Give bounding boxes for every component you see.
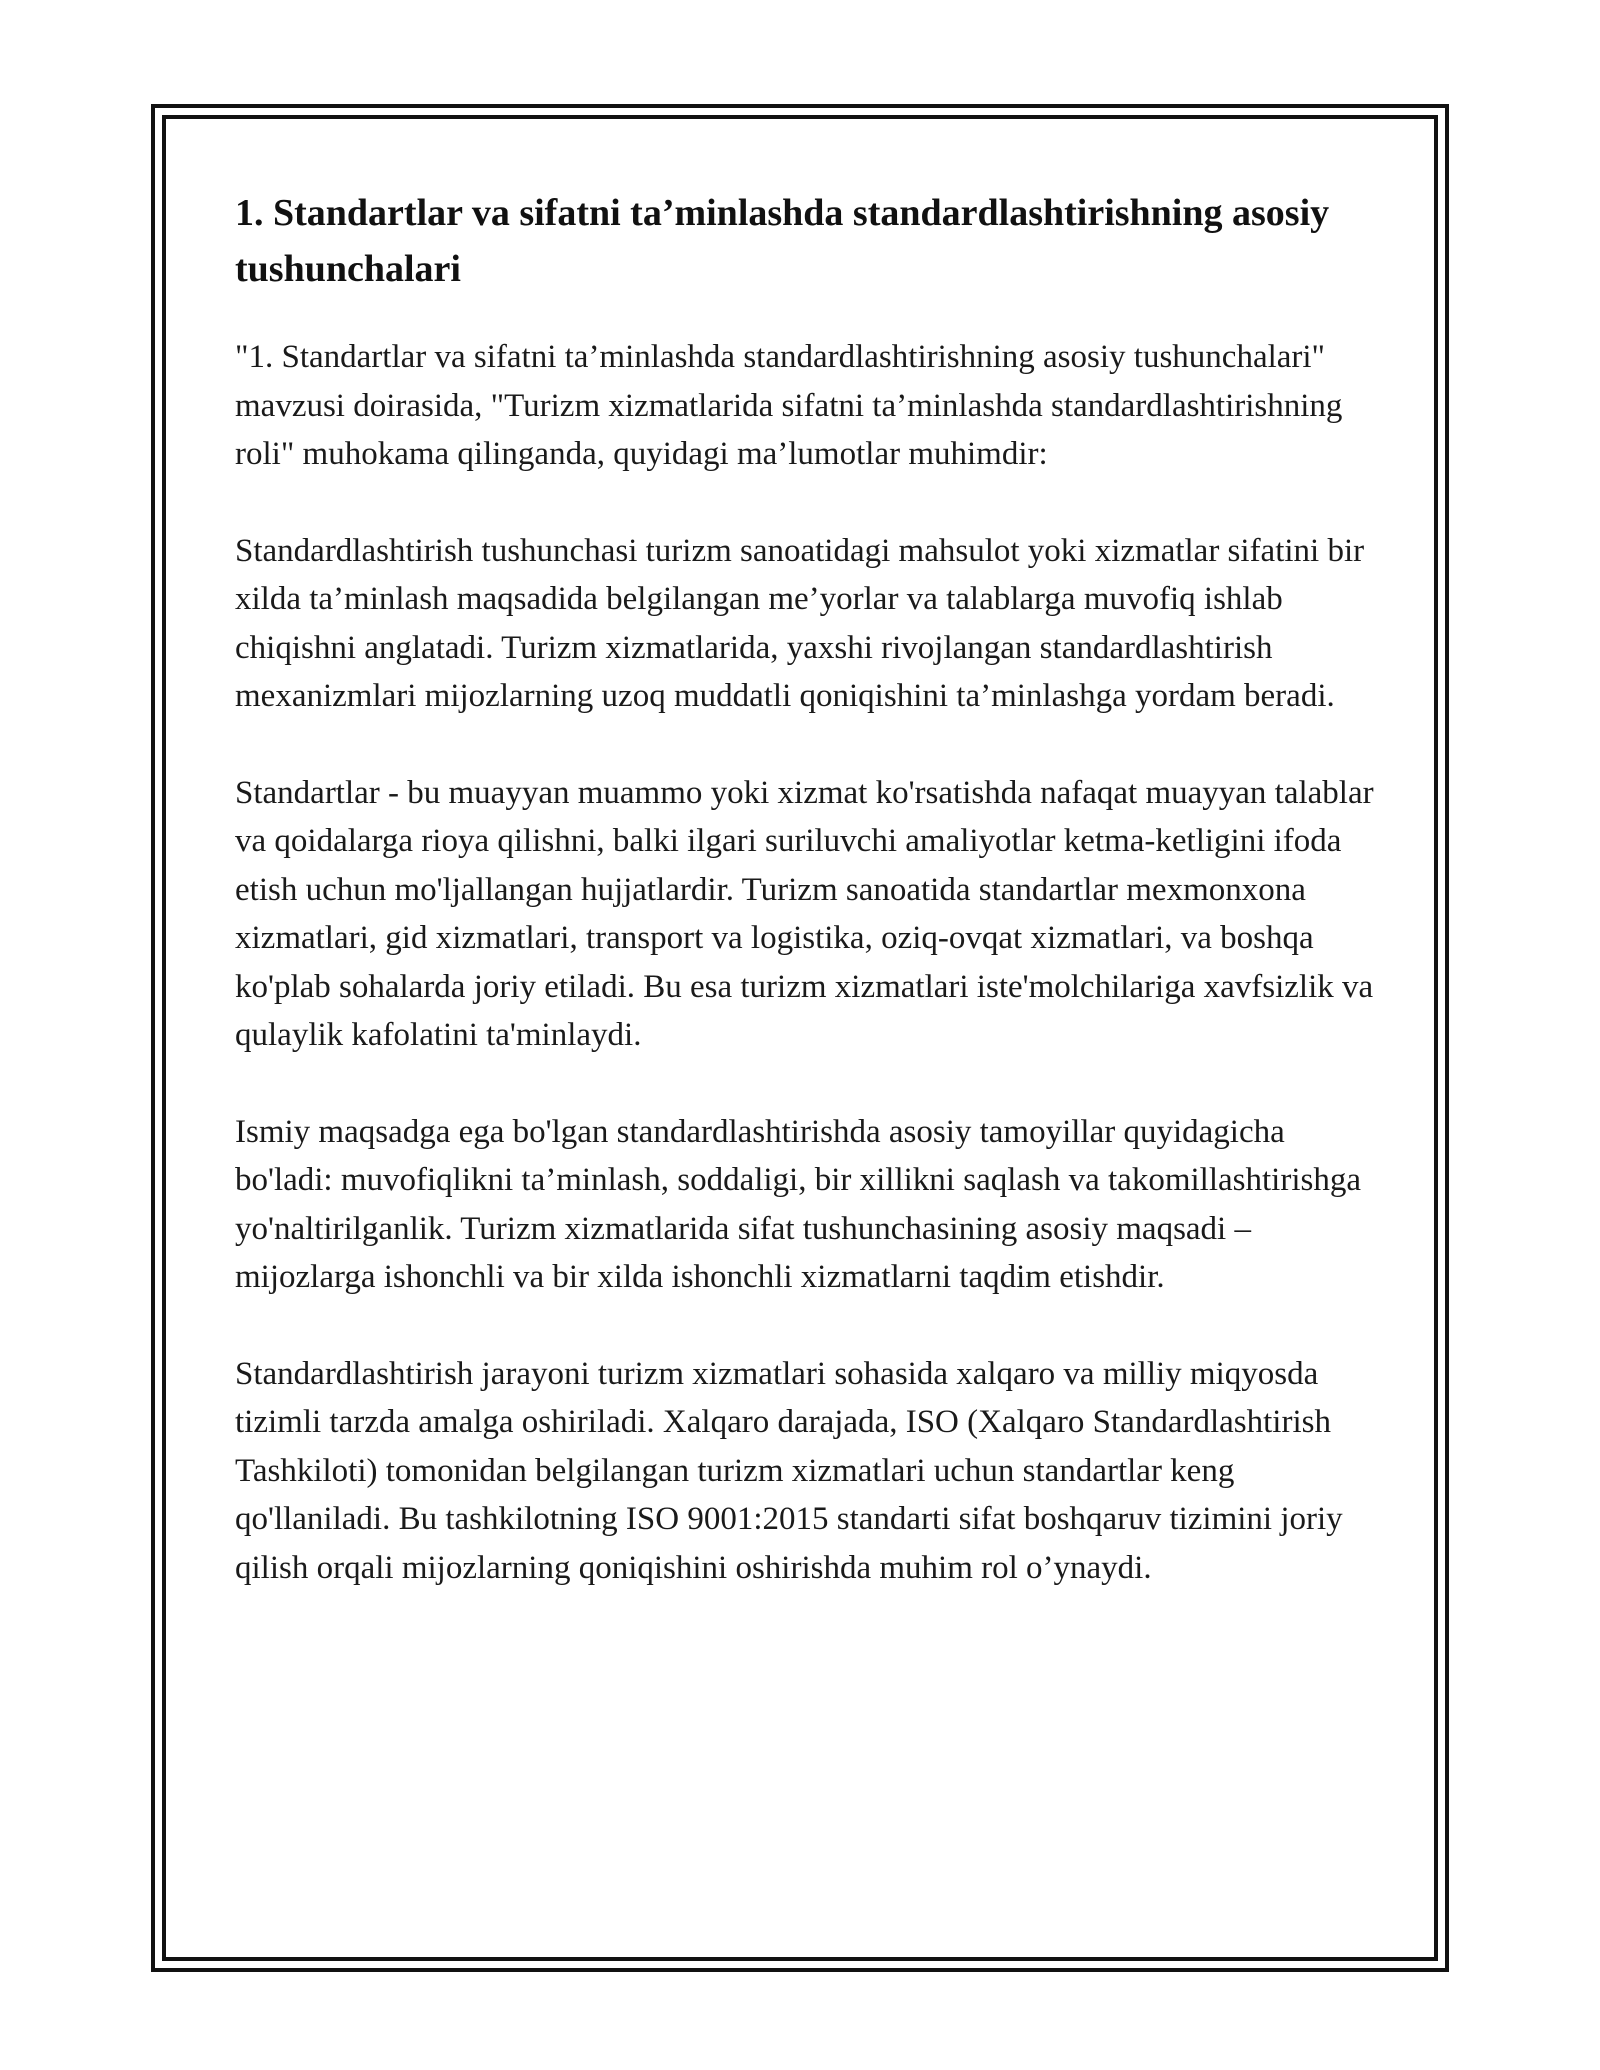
section-heading: 1. Standartlar va sifatni ta’minlashda standardlashtirishning asosiy tushunchalari — [235, 192, 1330, 290]
document-body — [235, 185, 1375, 1640]
paragraph-standards-definition: Standartlar - bu muayyan muammo yoki xizmat ko'rsatishda nafaqat muayyan talablar va qoidalarga rioya qilishni, balki ilgari suriluvchi amaliyotlar ketma-ketligini ifoda etish uchun mo'ljallangan hujjatlardir. Turizm sanoatida standartlar mexmonxona xizmatlari, gid xizmatlari, transport va logistika, oziq-ovqat xizmatlari, va boshqa ko'plab sohalarda joriy etiladi. Bu esa turizm xizmatlari iste'molchilariga xavfsizlik va qulaylik kafolatini ta'minlaydi. — [235, 774, 1374, 1053]
paragraph-intro: "1. Standartlar va sifatni ta’minlashda standardlashtirishning asosiy tushunchalari" mavzusi doirasida, "Turizm xizmatlarida sifatni ta’minlashda standardlashtirishning roli" muhokama qilinganda, quyidagi ma’lumotlar muhimdir: — [235, 339, 1343, 472]
paragraph-principles: Ismiy maqsadga ega bo'lgan standardlashtirishda asosiy tamoyillar quyidagicha bo'ladi: muvofiqlikni ta’minlash, soddaligi, bir xillikni saqlash va takomillashtirishga yo'naltirilganlik. Turizm xizmatlarida sifat tushunchasining asosiy maqsadi – mijozlarga ishonchli va bir xilda ishonchli xizmatlarni taqdim etishdir. — [235, 1113, 1361, 1295]
paragraph-standardization-concept: Standardlashtirish tushunchasi turizm sanoatidagi mahsulot yoki xizmatlar sifatini bir xilda ta’minlash maqsadida belgilangan me’yorlar va talablarga muvofiq ishlab chiqishni anglatadi. Turizm xizmatlarida, yaxshi rivojlangan standardlashtirish mexanizmlari mijozlarning uzoq muddatli qoniqishini ta’minlashga yordam beradi. — [235, 532, 1365, 714]
paragraph-iso-process: Standardlashtirish jarayoni turizm xizmatlari sohasida xalqaro va milliy miqyosda tizimli tarzda amalga oshiriladi. Xalqaro darajada, ISO (Xalqaro Standardlashtirish Tashkiloti) tomonidan belgilangan turizm xizmatlari uchun standartlar keng qo'llaniladi. Bu tashkilotning ISO 9001:2015 standarti sifat boshqaruv tizimini joriy qilish orqali mijozlarning qoniqishini oshirishda muhim rol o’ynaydi. — [235, 1355, 1343, 1586]
